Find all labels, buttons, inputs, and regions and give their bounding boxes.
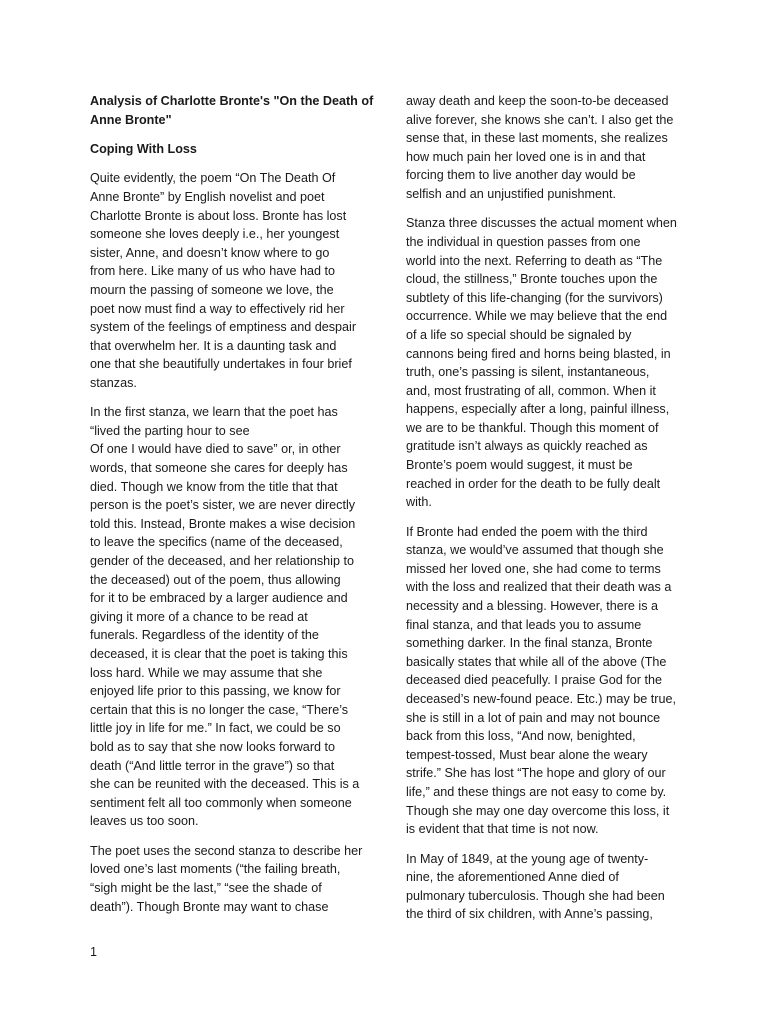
- text-line: Stanza three discusses the actual moment when: [406, 216, 677, 231]
- text-line: forcing them to live another day would be: [406, 168, 636, 183]
- title-line: Analysis of Charlotte Bronte's "On the Death of: [90, 94, 374, 108]
- text-line: In the first stanza, we learn that the poet has: [90, 405, 338, 420]
- text-line: we are to be thankful. Though this moment of: [406, 420, 659, 435]
- text-line: system of the feelings of emptiness and despair: [90, 320, 357, 335]
- text-line: strife.” She has lost “The hope and glory of our: [406, 766, 666, 781]
- text-line: is evident that that time is not now.: [406, 822, 599, 837]
- paragraph: [90, 403, 372, 831]
- text-line: from here. Like many of us who have had to: [90, 264, 336, 279]
- text-line: how much pain her loved one is in and that: [406, 149, 646, 164]
- title-line: Anne Bronte": [90, 112, 172, 127]
- text-line: truth, one’s passing is silent, instantaneous,: [406, 365, 650, 380]
- text-line: pulmonary tuberculosis. Though she had been: [406, 888, 665, 903]
- text-line: Bronte’s poem would suggest, it must be: [406, 458, 633, 473]
- text-line: to leave the specifics (name of the deceased,: [90, 535, 343, 550]
- right-column: [406, 92, 692, 935]
- text-line: loved one’s last moments (“the failing breath,: [90, 862, 341, 877]
- text-line: enjoyed life prior to this passing, we know for: [90, 684, 341, 699]
- text-line: words, that someone she cares for deeply has: [90, 461, 348, 476]
- document-title: [90, 92, 372, 129]
- text-line: certain that this is no longer the case, “There’s: [90, 702, 349, 717]
- text-line: funerals. Regardless of the identity of the: [90, 628, 319, 643]
- text-line: with.: [406, 495, 432, 510]
- text-line: life,” and these things are not easy to come by.: [406, 784, 667, 799]
- text-line: someone she loves deeply i.e., her youngest: [90, 227, 340, 242]
- text-line: giving it more of a chance to be read at: [90, 609, 308, 624]
- left-column: [90, 92, 372, 927]
- text-line: the deceased) out of the poem, thus allowing: [90, 572, 341, 587]
- paragraph: [90, 169, 372, 392]
- paragraph: [406, 92, 692, 204]
- text-line: occurrence. While we may believe that the end: [406, 309, 668, 324]
- text-line: and, most frustrating of all, common. When it: [406, 383, 656, 398]
- text-line: gratitude isn’t always as quickly reached as: [406, 439, 648, 454]
- text-line: world into the next. Referring to death as “The: [406, 253, 663, 268]
- text-line: one that she beautifully undertakes in four brief: [90, 357, 352, 372]
- text-line: cloud, the stillness,” Bronte touches upon the: [406, 272, 658, 287]
- text-line: the third of six children, with Anne’s passing,: [406, 907, 653, 922]
- paragraph: [90, 842, 372, 916]
- text-line: sense that, in these last moments, she realizes: [406, 131, 668, 146]
- text-line: for it to be embraced by a larger audience and: [90, 591, 348, 606]
- text-line: missed her loved one, she had come to terms: [406, 561, 661, 576]
- right-paragraphs: [406, 92, 692, 924]
- text-line: she can be reunited with the deceased. This is a: [90, 777, 360, 792]
- paragraph: [406, 523, 692, 839]
- section-heading: [90, 140, 372, 159]
- text-line: “sigh might be the last,” “see the shade of: [90, 880, 322, 895]
- text-line: death”). Though Bronte may want to chase: [90, 899, 329, 914]
- text-line: something darker. In the final stanza, Bronte: [406, 636, 653, 651]
- text-line: If Bronte had ended the poem with the third: [406, 524, 648, 539]
- text-line: the individual in question passes from one: [406, 234, 641, 249]
- text-line: away death and keep the soon-to-be deceased: [406, 94, 669, 108]
- left-paragraphs: [90, 169, 372, 916]
- text-line: told this. Instead, Bronte makes a wise decision: [90, 516, 356, 531]
- text-line: cannons being fired and horns being blasted, in: [406, 346, 671, 361]
- text-line: Charlotte Bronte is about loss. Bronte has lost: [90, 208, 347, 223]
- text-line: subtlety of this life-changing (for the survivors): [406, 290, 663, 305]
- text-line: sentiment felt all too commonly when someone: [90, 795, 352, 810]
- text-line: basically states that while all of the above (The: [406, 654, 667, 669]
- text-line: person is the poet’s sister, we are never directly: [90, 498, 356, 513]
- text-line: Anne Bronte” by English novelist and poet: [90, 189, 325, 204]
- text-line: Quite evidently, the poem “On The Death Of: [90, 171, 336, 186]
- text-line: Of one I would have died to save” or, in other: [90, 442, 341, 457]
- text-line: mourn the passing of someone we love, the: [90, 282, 334, 297]
- text-line: with the loss and realized that their death was a: [406, 580, 672, 595]
- text-line: deceased died peacefully. I praise God for the: [406, 673, 663, 688]
- text-line: selfish and an unjustified punishment.: [406, 186, 617, 201]
- text-line: stanza, we would’ve assumed that though she: [406, 543, 664, 558]
- text-line: final stanza, and that leads you to assume: [406, 617, 642, 632]
- text-line: death (“And little terror in the grave”) so that: [90, 758, 335, 773]
- text-line: of a life so special should be signaled by: [406, 327, 632, 342]
- text-line: leaves us too soon.: [90, 814, 199, 829]
- text-line: tempest-tossed, Must bear alone the weary: [406, 747, 648, 762]
- text-line: Though she may one day overcome this loss, it: [406, 803, 670, 818]
- text-line: that overwhelm her. It is a daunting task and: [90, 338, 337, 353]
- text-line: nine, the aforementioned Anne died of: [406, 870, 619, 885]
- text-line: back from this loss, “And now, benighted,: [406, 729, 636, 744]
- heading-text: Coping With Loss: [90, 141, 197, 156]
- text-line: happens, especially after a long, painful illness,: [406, 402, 670, 417]
- text-line: loss hard. While we may assume that she: [90, 665, 323, 680]
- text-line: she is still in a lot of pain and may not bounce: [406, 710, 661, 725]
- text-line: deceased, it is clear that the poet is taking this: [90, 647, 348, 662]
- text-line: little joy in life for me.” In fact, we could be so: [90, 721, 341, 736]
- text-line: gender of the deceased, and her relationship to: [90, 554, 354, 569]
- text-line: bold as to say that she now looks forward to: [90, 739, 336, 754]
- text-line: The poet uses the second stanza to describe her: [90, 843, 363, 858]
- text-line: sister, Anne, and doesn’t know where to go: [90, 245, 330, 260]
- text-line: necessity and a blessing. However, there is a: [406, 599, 659, 614]
- paragraph: [406, 214, 692, 512]
- text-line: poet now must find a way to effectively rid her: [90, 301, 345, 316]
- text-line: stanzas.: [90, 375, 137, 390]
- text-line: “lived the parting hour to see: [90, 423, 250, 438]
- text-line: In May of 1849, at the young age of twenty-: [406, 851, 649, 866]
- paragraph: [406, 850, 692, 924]
- text-line: alive forever, she knows she can’t. I also get the: [406, 112, 674, 127]
- page-number: 1: [90, 945, 98, 959]
- text-line: died. Though we know from the title that that: [90, 479, 338, 494]
- text-line: deceased’s new-found peace. Etc.) may be true,: [406, 692, 676, 706]
- text-line: reached in order for the death to be fully dealt: [406, 476, 661, 491]
